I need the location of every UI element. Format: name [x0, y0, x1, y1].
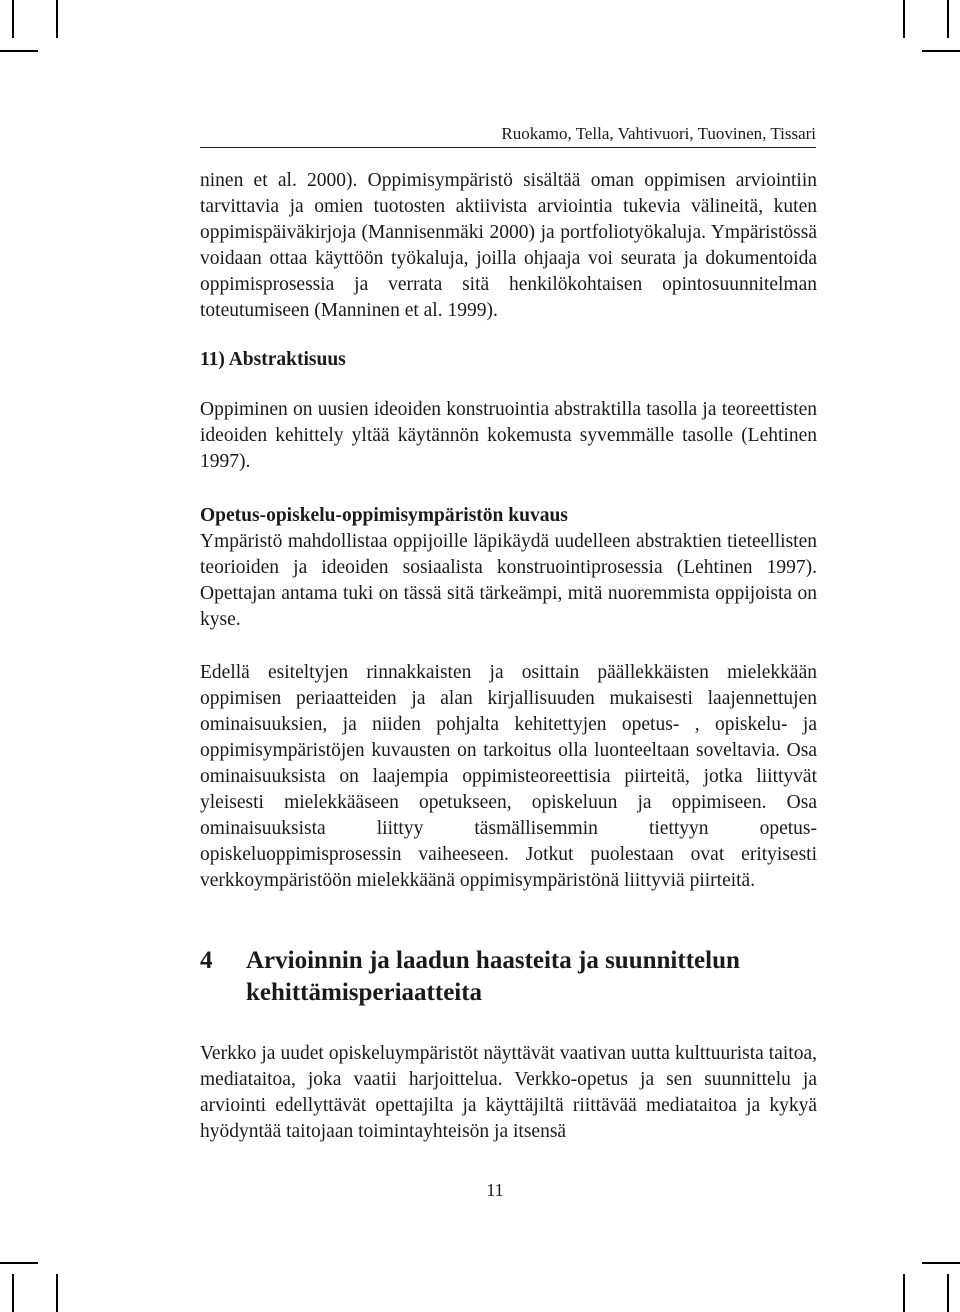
crop-mark: [903, 0, 905, 38]
subsection-heading: 11) Abstraktisuus: [200, 349, 346, 370]
page-number: 11: [486, 1180, 504, 1200]
section-number: 4: [200, 947, 213, 974]
crop-mark: [903, 1274, 905, 1312]
section-paragraph: Verkko ja uudet opiskeluympäristöt näyttävät vaativan uutta kulttuurista taitoa, mediataitoa, joka vaatii harjoittelua. Verkko-opetus ja sen suunnittelu ja arviointi edellyttävät opettajilta ja käyttäjiltä riittävää mediataitoa ja kykyä hyödyntää taitojaan toimintayhteisön ja itsensä: [200, 1043, 817, 1142]
crop-mark: [922, 1262, 960, 1264]
header-rule: [200, 147, 816, 148]
environment-paragraph: Ympäristö mahdollistaa oppijoille läpikäydä uudelleen abstraktien tieteellisten teorioiden ja ideoiden sosiaalista konstruointiprosessia (Lehtinen 1997). Opettajan antama tuki on tässä sitä tärkeämpi, mitä nuoremmista oppijoista on kyse.: [200, 531, 817, 630]
environment-heading: Opetus-opiskelu-oppimisympäristön kuvaus: [200, 505, 568, 526]
crop-mark: [947, 0, 949, 38]
subsection-paragraph: Oppiminen on uusien ideoiden konstruointia abstraktilla tasolla ja teoreettisten ideoiden kehittely yltää käytännön kokemusta syvemmälle tasolle (Lehtinen 1997).: [200, 399, 817, 472]
page-content: [200, 168, 817, 1145]
section-heading: [200, 945, 817, 1009]
running-header-authors: Ruokamo, Tella, Vahtivuori, Tuovinen, Tissari: [501, 124, 816, 143]
crop-mark: [56, 1274, 58, 1312]
crop-mark: [12, 0, 14, 38]
section-title: Arvioinnin ja laadun haasteita ja suunnittelun kehittämisperiaatteita: [246, 947, 740, 1006]
crop-mark: [922, 50, 960, 52]
crop-mark: [56, 0, 58, 38]
crop-mark: [12, 1274, 14, 1312]
crop-mark: [947, 1274, 949, 1312]
crop-mark: [0, 50, 38, 52]
intro-paragraph: ninen et al. 2000). Oppimisympäristö sisältää oman oppimisen arviointiin tarvittavia ja omien tuotosten aktiivista arviointia tukevia välineitä, kuten oppimispäiväkirjoja (Mannisenmäki 2000) ja portfoliotyökaluja. Ympäristössä voidaan ottaa käyttöön työkaluja, joilla ohjaaja voi seurata ja dokumentoida oppimisprosessia ja verrata sitä henkilökohtaisen opintosuunnitelman toteutumiseen (Manninen et al. 1999).: [200, 170, 817, 321]
crop-mark: [0, 1262, 38, 1264]
summary-paragraph: Edellä esiteltyjen rinnakkaisten ja osittain päällekkäisten mielekkään oppimisen periaatteiden ja alan kirjallisuuden mukaisesti laajennettujen ominaisuuksien, ja niiden pohjalta kehitettyjen opetus- , opiskelu- ja oppimisympäristöjen kuvausten on tarkoitus olla luonteeltaan soveltavia. Osa ominaisuuksista on laajempia oppimisteoreettisia piirteitä, jotka liittyvät yleisesti mielekkääseen opetukseen, opiskeluun ja oppimiseen. Osa ominaisuuksista liittyy täsmällisemmin tiettyyn opetus-opiskeluoppimisprosessin vaiheeseen. Jotkut puolestaan ovat erityisesti verkkoympäristöön mielekkäänä oppimisympäristönä liittyviä piirteitä.: [200, 662, 817, 891]
